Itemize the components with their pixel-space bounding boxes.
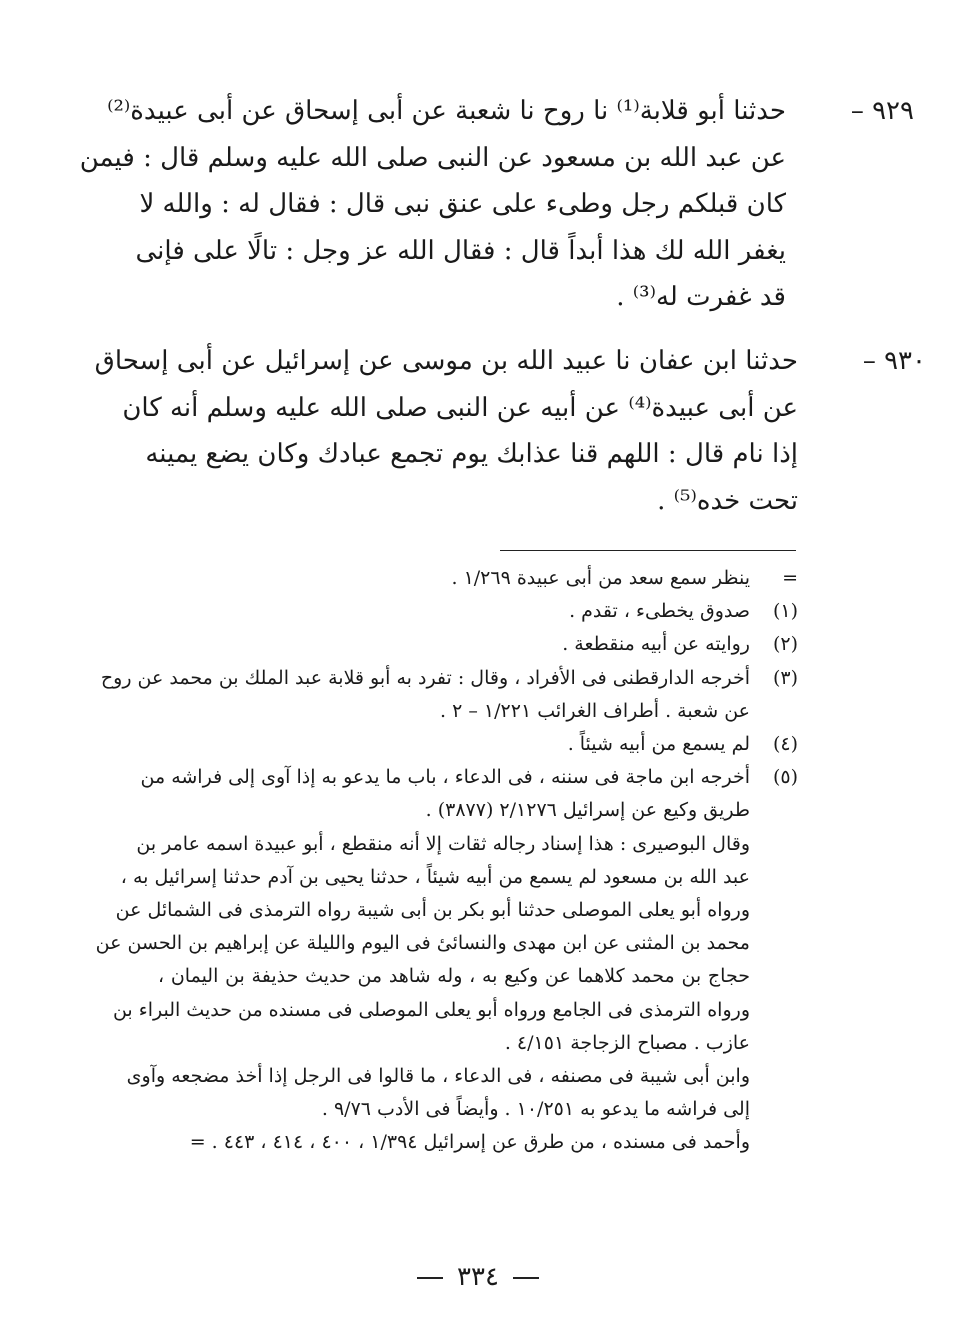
hadith-number: ٩٢٩ – bbox=[850, 96, 914, 126]
footnote-marker: (٢) bbox=[772, 633, 798, 656]
footer-dash bbox=[513, 1277, 539, 1279]
footnote-line: طريق وكيع عن إسرائيل ٢/١٢٧٦ (٣٨٧٧) . bbox=[425, 799, 750, 822]
footer-dash bbox=[417, 1277, 443, 1279]
footnote-3 bbox=[100, 662, 798, 728]
page-number: ٣٣٤ bbox=[457, 1262, 499, 1292]
footnote-continuation bbox=[158, 562, 798, 595]
hadith-line: إذا نام قال : اللهم قنا عذابك يوم تجمع عبادك وكان يضع يمينه bbox=[145, 439, 798, 469]
footnote-2 bbox=[158, 628, 798, 661]
footnote-line: ورواه أبو يعلى الموصلى حدثنا أبو بكر بن أبى شيبة رواه الترمذى فى الشمائل عن bbox=[115, 899, 750, 922]
footnote-line: ينظر سمع سعد من أبى عبيدة ١/٢٦٩ . bbox=[451, 567, 750, 589]
footnote-line: ورواه الترمذى فى الجامع ورواه أبو يعلى الموصلى فى مسنده من حديث البراء بن bbox=[112, 998, 750, 1021]
footnote-line: أخرجه ابن ماجة فى سننه ، فى الدعاء ، باب ما يدعو به إذا آوى إلى فراشه من bbox=[140, 766, 750, 789]
footnote-marker: (٤) bbox=[772, 733, 798, 756]
footnotes bbox=[95, 562, 798, 1160]
hadith-line: عن أبى عبيدة⁽⁴⁾ عن أبيه عن النبى صلى الله عليه وسلم أنه كان bbox=[122, 392, 798, 423]
hadith-line: يغفر الله لك هذا أبداً قال : فقال الله عز وجل : تالًا على فإنى bbox=[135, 235, 786, 266]
hadith-line: تحت خده⁽⁵⁾ . bbox=[657, 485, 798, 516]
footnote-1 bbox=[158, 595, 798, 628]
footnote-line: إلى فراشه ما يدعو به ١٠/٢٥١ . وأيضاً فى الأدب ٩/٧٦ . bbox=[321, 1098, 750, 1121]
footnote-5 bbox=[95, 761, 798, 1159]
footnote-marker: (١) bbox=[772, 600, 798, 623]
hadith-line: حدثنا ابن عفان نا عبيد الله بن موسى عن إسرائيل عن أبى إسحاق bbox=[94, 346, 798, 376]
footnote-line: عن شعبة . أطراف الغرائب ١/٢٢١ – ٢ . bbox=[440, 699, 750, 722]
footnote-line: روايته عن أبيه منقطعة . bbox=[562, 633, 750, 656]
footnote-line: حجاج بن محمد كلاهما عن وكيع به ، وله شاهد من حديث حذيفة بن اليمان ، bbox=[158, 965, 750, 988]
footnote-marker: (٥) bbox=[772, 766, 798, 789]
hadith-929 bbox=[79, 88, 914, 321]
footnote-line: وابن أبى شيبة فى مصنفه ، فى الدعاء ، ما قالوا فى الرجل إذا أخذ مضجعه وآوى bbox=[126, 1065, 750, 1088]
footnote-line: لم يسمع من أبيه شيئاً . bbox=[567, 733, 750, 756]
footnote-marker: (٣) bbox=[772, 666, 798, 689]
page-footer bbox=[0, 1262, 956, 1292]
footnote-line: عازب . مصباح الزجاجة ٤/١٥١ . bbox=[504, 1031, 750, 1054]
hadith-line: عن عبد الله بن مسعود عن النبى صلى الله عليه وسلم قال : فيمن bbox=[79, 142, 786, 173]
footnote-line: وأحمد فى مسنده ، من طرق عن إسرائيل ١/٣٩٤ ، ٤٠٠ ، ٤١٤ ، ٤٤٣ . = bbox=[189, 1131, 750, 1154]
hadith-number: ٩٣٠ – bbox=[862, 346, 926, 376]
hadith-line: كان قبلكم رجل وطىء على عنق نبى قال : فقال له : والله لا bbox=[139, 189, 786, 219]
hadith-line: قد غفرت له⁽³⁾ . bbox=[616, 282, 786, 312]
hadith-line: حدثنا أبو قلابة⁽¹⁾ نا روح نا شعبة عن أبى إسحاق عن أبى عبيدة⁽²⁾ bbox=[107, 96, 786, 126]
footnote-line: وقال البوصيرى : هذا إسناد رجاله ثقات إلا أنه منقطع ، أبو عبيدة اسمه عامر بن bbox=[136, 832, 750, 855]
footnote-marker: = bbox=[782, 567, 798, 589]
footnote-line: أخرجه الدارقطنى فى الأفراد ، وقال : تفرد به أبو قلابة عبد الملك بن محمد عن روح bbox=[100, 666, 750, 689]
hadith-930 bbox=[94, 338, 926, 524]
footnote-line: محمد بن المثنى عن ابن مهدى والنسائىٔ فى اليوم والليلة عن إبراهيم بن الحسن عن bbox=[95, 932, 750, 955]
footnote-line: صدوق يخطىء ، تقدم . bbox=[569, 600, 750, 623]
footnote-separator bbox=[500, 550, 796, 551]
footnote-4 bbox=[158, 728, 798, 761]
footnote-line: عبد الله بن مسعود لم يسمع من أبيه شيئاً ، حدثنا يحيى بن آدم حدثنا إسرائيل به ، bbox=[120, 865, 750, 888]
